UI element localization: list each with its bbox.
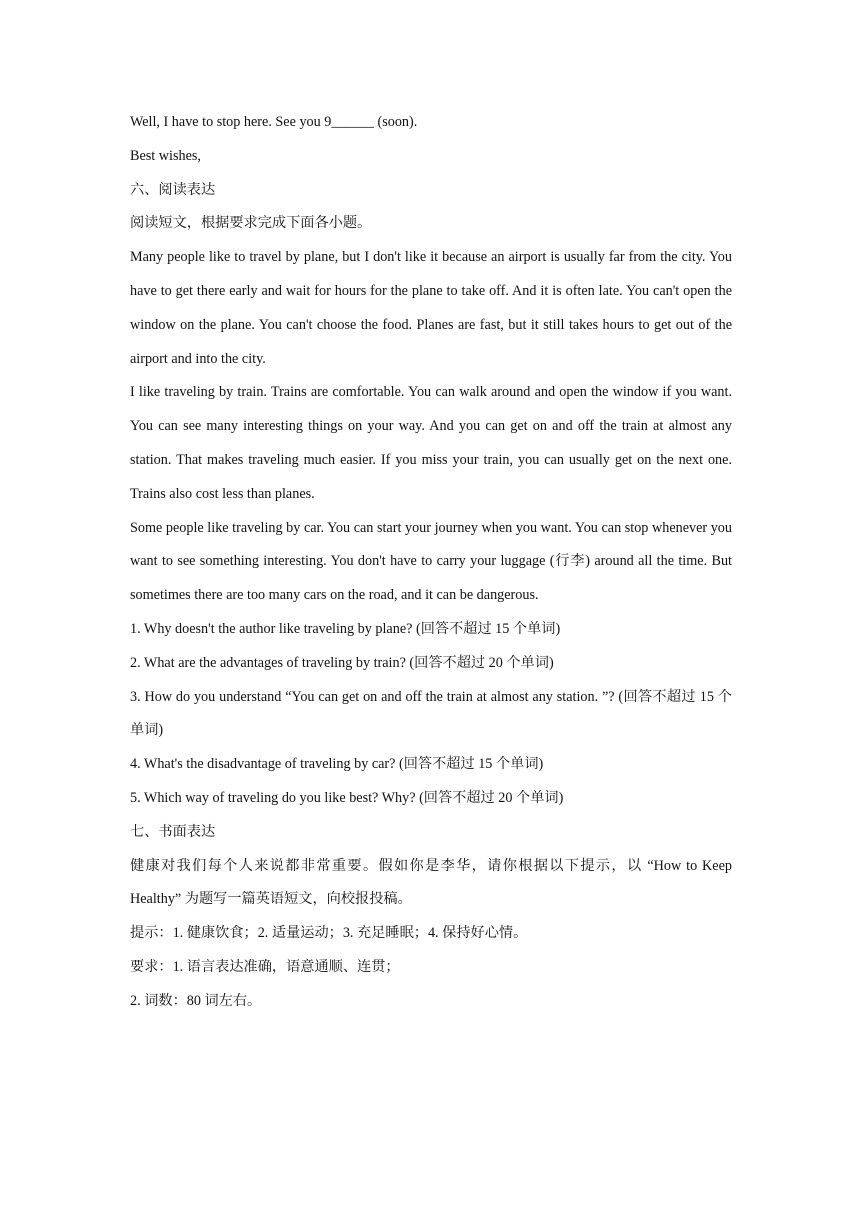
- writing-prompt: 健康对我们每个人来说都非常重要。假如你是李华，请你根据以下提示，以 “How to Keep Healthy” 为题写一篇英语短文，向校报投稿。: [130, 857, 732, 908]
- writing-hints: 提示：1. 健康饮食；2. 适量运动；3. 充足睡眠；4. 保持好心情。: [130, 925, 528, 942]
- passage-paragraph-3: Some people like traveling by car. You can start your journey when you want. You can stop whenever you want to see something interesting. You don't have to carry your luggage (行李) around all the time. But sometimes there are too many cars on the road, and it can be dangerous.: [130, 519, 732, 604]
- writing-requirement-2: 2. 词数：80 词左右。: [130, 992, 262, 1009]
- document-page: [130, 106, 732, 1019]
- question-3: 3. How do you understand “You can get on and off the train at almost any station. ”? (回答不超过 15 个单词): [130, 688, 732, 739]
- section-6-heading: 六、阅读表达: [130, 181, 216, 198]
- question-1: 1. Why doesn't the author like traveling by plane? (回答不超过 15 个单词): [130, 620, 561, 637]
- question-5: 5. Which way of traveling do you like best? Why? (回答不超过 20 个单词): [130, 789, 564, 806]
- section-6-instruction: 阅读短文，根据要求完成下面各小题。: [130, 215, 372, 232]
- letter-signoff: Best wishes,: [130, 147, 201, 164]
- question-4: 4. What's the disadvantage of traveling by car? (回答不超过 15 个单词): [130, 756, 544, 773]
- question-2: 2. What are the advantages of traveling by train? (回答不超过 20 个单词): [130, 654, 554, 671]
- writing-requirement-1: 要求：1. 语言表达准确，语意通顺、连贯；: [130, 958, 400, 975]
- letter-closing-line: Well, I have to stop here. See you 9______ (soon).: [130, 114, 418, 130]
- section-7-heading: 七、书面表达: [130, 823, 216, 840]
- passage-paragraph-2: I like traveling by train. Trains are comfortable. You can walk around and open the window if you want. You can see many interesting things on your way. And you can get on and off the train at almost any station. That makes traveling much easier. If you miss your train, you can usually get on the next one. Trains also cost less than planes.: [130, 384, 732, 502]
- passage-paragraph-1: Many people like to travel by plane, but I don't like it because an airport is usually far from the city. You have to get there early and wait for hours for the plane to take off. And it is often late. You can't open the window on the plane. You can't choose the food. Planes are fast, but it still takes hours to get out of the airport and into the city.: [130, 249, 732, 367]
